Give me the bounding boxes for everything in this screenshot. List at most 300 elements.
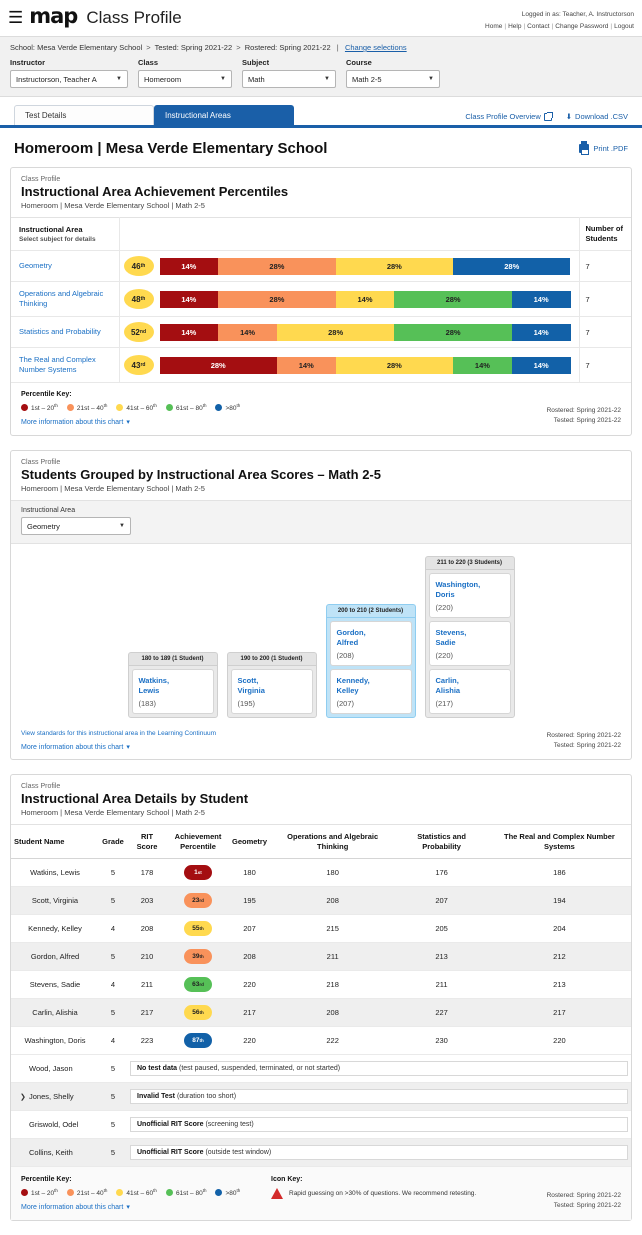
student-card-name: Stevens, Sadie (435, 628, 467, 647)
bar-segment: 14% (160, 324, 219, 341)
more-information-link-2[interactable] (21, 743, 547, 751)
class-percentile-bubble: 48 th (124, 289, 154, 309)
details-header-row (11, 825, 631, 859)
bar-segment: 28% (218, 291, 335, 308)
status-message-cell: Unofficial RIT Score (screening test) (127, 1111, 631, 1139)
student-card-name: Washington, Doris (435, 580, 481, 599)
instructional-area-link[interactable]: Statistics and Probability (19, 327, 101, 336)
student-card-name: Watkins, Lewis (138, 676, 170, 695)
hamburger-icon[interactable]: ☰ (8, 8, 24, 27)
instructional-area-select-bar (11, 500, 631, 544)
legend-label: >80th (225, 403, 241, 413)
overview-link-label: Class Profile Overview (465, 112, 541, 121)
class-percentile-bubble: 43 rd (124, 355, 154, 375)
card3-icon-key (271, 1176, 547, 1211)
stamp-tested: Tested: Spring 2021-22 (553, 417, 621, 425)
table-row-status (11, 1111, 631, 1139)
header-link-change-password[interactable]: Change Password (555, 23, 609, 30)
bar-segment: 14% (160, 258, 219, 275)
instructional-area-select[interactable] (21, 517, 131, 535)
legend-dot-icon (215, 1189, 222, 1196)
percentile-key-item (116, 1188, 157, 1197)
subject-select[interactable] (242, 70, 336, 88)
bar-segment: 28% (394, 324, 511, 341)
card3-title: Instructional Area Details by Student (21, 791, 249, 807)
class-profile-overview-link[interactable] (465, 112, 551, 121)
score-group (425, 556, 515, 718)
column-header: RIT Score (127, 825, 167, 859)
card2-footer-left (21, 730, 547, 751)
chevron-down-icon: ▾ (126, 744, 130, 752)
legend-label: 1st – 20th (31, 1188, 58, 1198)
instructional-area-cell (11, 317, 119, 348)
score-group-header: 180 to 189 (1 Student) (128, 652, 218, 665)
real-complex-number-systems-cell: 212 (488, 943, 631, 971)
percentile-row (11, 251, 631, 282)
stacked-bar (160, 258, 571, 275)
column-header: Student Name (11, 825, 99, 859)
bar-segment: 28% (336, 357, 453, 374)
app-title: Class Profile (86, 8, 182, 27)
student-card-score: (217) (435, 699, 454, 709)
student-name-link[interactable]: Wood, Jason (11, 1055, 99, 1083)
class-select-value: Homeroom (144, 74, 182, 84)
student-name-link[interactable]: Griswold, Odel (11, 1111, 99, 1139)
header-link-help[interactable]: Help (508, 23, 522, 30)
card3-percentile-key (21, 1176, 271, 1211)
column-header: The Real and Complex Number Systems (488, 825, 631, 859)
download-label: Download .CSV (575, 112, 628, 121)
header-links: Home | Help | Contact | Change Password | Logout (485, 23, 634, 30)
student-name-link[interactable]: Collins, Keith (11, 1139, 99, 1167)
legend-label: 61st – 80th (175, 403, 207, 413)
student-name-link[interactable]: Watkins, Lewis (11, 859, 99, 887)
percentile-pill: 55 th (184, 921, 212, 936)
percentile-key-item (116, 403, 157, 412)
tab-instructional-areas[interactable]: Instructional Areas (154, 105, 294, 125)
student-card-name: Kennedy, Kelley (336, 676, 370, 695)
column-header: Grade (99, 825, 127, 859)
rit-score-cell: 211 (127, 971, 167, 999)
card1-key-left (21, 391, 547, 426)
percentile-pill: 1 st (184, 865, 212, 880)
legend-dot-icon (21, 404, 28, 411)
chevron-down-icon: ▾ (126, 1204, 130, 1212)
geometry-cell: 180 (229, 859, 270, 887)
statistics-probability-cell: 205 (395, 915, 488, 943)
bar-segment: 14% (277, 357, 336, 374)
header-link-logout[interactable]: Logout (614, 23, 634, 30)
instructional-area-select-label: Instructional Area (21, 507, 76, 515)
bar-segment: 28% (277, 324, 394, 341)
class-percentile-bubble: 46 th (124, 256, 154, 276)
card3-key-row (11, 1167, 631, 1220)
legend-dot-icon (116, 1189, 123, 1196)
legend-dot-icon (215, 404, 222, 411)
learning-continuum-link[interactable]: View standards for this instructional area in the Learning Continuum (21, 730, 216, 738)
grade-cell: 4 (99, 971, 127, 999)
rit-score-cell: 203 (127, 887, 167, 915)
breadcrumb-rostered: Rostered: Spring 2021-22 (244, 43, 331, 52)
legend-label: 61st – 80th (175, 1188, 207, 1198)
instructor-select[interactable] (10, 70, 128, 88)
real-complex-number-systems-cell: 204 (488, 915, 631, 943)
status-message-cell: No test data (test paused, suspended, terminated, or not started) (127, 1055, 631, 1083)
table-row-status (11, 1083, 631, 1111)
achievement-percentile-cell (167, 859, 229, 887)
subject-select-value: Math (248, 74, 265, 84)
chevron-down-icon: ▼ (119, 523, 125, 530)
card3-kicker: Class Profile (21, 783, 61, 791)
stacked-bar (160, 357, 571, 374)
bar-cell (119, 282, 579, 317)
instructional-area-cell (11, 348, 119, 383)
bar-segment: 14% (218, 324, 277, 341)
col-number-of-students: Number of Students (579, 218, 631, 251)
real-complex-number-systems-cell: 220 (488, 1027, 631, 1055)
operations-algebraic-thinking-cell: 222 (270, 1027, 395, 1055)
percentile-pill: 63 rd (184, 977, 212, 992)
print-label: Print .PDF (593, 144, 628, 153)
column-header: Operations and Algebraic Thinking (270, 825, 395, 859)
stamp-tested: Tested: Spring 2021-22 (553, 742, 621, 750)
breadcrumb-school: School: Mesa Verde Elementary School (10, 43, 143, 52)
student-count-cell: 7 (579, 282, 631, 317)
card2-subtitle: Homeroom | Mesa Verde Elementary School | Math 2-5 (21, 484, 205, 494)
logged-in-as: Logged in as: Teacher, A. Instructorson (521, 11, 634, 18)
student-card-score: (220) (435, 651, 454, 661)
statistics-probability-cell: 227 (395, 999, 488, 1027)
operations-algebraic-thinking-cell: 208 (270, 999, 395, 1027)
column-header: Geometry (229, 825, 270, 859)
breadcrumb-tested: Tested: Spring 2021-22 (154, 43, 233, 52)
legend-label: 21st – 40th (76, 1188, 108, 1198)
col-instructional-area-title: Instructional Area (19, 225, 83, 234)
card2-stamp (547, 731, 621, 751)
card2-head (11, 451, 631, 500)
real-complex-number-systems-cell: 217 (488, 999, 631, 1027)
card1-kicker: Class Profile (21, 176, 61, 183)
student-name-link[interactable]: Gordon, Alfred (11, 943, 99, 971)
percentile-key-items (21, 403, 547, 412)
student-name-link[interactable]: Kennedy, Kelley (11, 915, 99, 943)
instructional-area-cell (11, 282, 119, 317)
student-card[interactable] (231, 669, 313, 714)
student-count-cell: 7 (579, 317, 631, 348)
more-info-label: More information about this chart (21, 1204, 124, 1212)
bar-segment: 28% (336, 258, 453, 275)
download-icon: ⬇ (565, 112, 573, 121)
bar-segment: 14% (512, 324, 571, 341)
change-selections-link[interactable]: Change selections (344, 43, 407, 52)
table-row (11, 887, 631, 915)
col-instructional-area (11, 218, 119, 251)
external-link-icon (544, 113, 552, 121)
header-link-home[interactable]: Home (485, 23, 503, 30)
table-row (11, 999, 631, 1027)
instructional-area-cell (11, 251, 119, 282)
operations-algebraic-thinking-cell: 208 (270, 887, 395, 915)
student-card-score: (195) (237, 699, 256, 709)
student-name-link[interactable]: Washington, Doris (11, 1027, 99, 1055)
column-header: Statistics and Probability (395, 825, 488, 859)
download-csv-button[interactable] (566, 112, 628, 121)
legend-label: 21st – 40th (76, 403, 108, 413)
table-row (11, 915, 631, 943)
percentile-key-item (166, 403, 207, 412)
card1-stamp (547, 406, 621, 426)
bar-cell (119, 251, 579, 282)
filter-course-label: Course (346, 58, 372, 67)
grade-cell: 5 (99, 887, 127, 915)
percentile-row (11, 317, 631, 348)
selection-bar (0, 36, 642, 97)
more-information-link-3[interactable] (21, 1203, 271, 1211)
score-group-body (227, 665, 317, 718)
stamp-rostered: Rostered: Spring 2021-22 (546, 732, 621, 740)
status-message-cell: Unofficial RIT Score (outside test window) (127, 1139, 631, 1167)
percentile-key-item (166, 1188, 207, 1197)
student-name-link[interactable]: Scott, Virginia (11, 887, 99, 915)
header-right (485, 6, 634, 32)
printer-icon (579, 144, 589, 153)
legend-dot-icon (21, 1189, 28, 1196)
details-by-student-card (10, 774, 632, 1221)
student-name-link[interactable]: Carlin, Alishia (11, 999, 99, 1027)
rit-score-cell: 208 (127, 915, 167, 943)
warning-triangle-icon (271, 1188, 283, 1199)
percentile-pill: 39 th (184, 949, 212, 964)
student-card-score: (207) (336, 699, 355, 709)
geometry-cell: 207 (229, 915, 270, 943)
bar-segment: 28% (453, 258, 570, 275)
col-instructional-area-hint: Select subject for details (19, 236, 96, 243)
student-card[interactable] (330, 669, 412, 714)
icon-key-text: Rapid guessing on >30% of questions. We recommend retesting. (289, 1190, 477, 1198)
percentiles-header-row (11, 218, 631, 251)
legend-dot-icon (67, 1189, 74, 1196)
filter-instructor-label: Instructor (10, 58, 46, 67)
bar-segment: 28% (160, 357, 277, 374)
table-row-status (11, 1055, 631, 1083)
tab-test-details[interactable]: Test Details (14, 105, 154, 125)
percentile-key-item (215, 1188, 240, 1197)
col-bars (119, 218, 579, 251)
achievement-percentile-cell (167, 887, 229, 915)
rit-score-cell: 178 (127, 859, 167, 887)
more-information-link-1[interactable] (21, 418, 547, 426)
achievement-percentile-cell (167, 943, 229, 971)
grade-cell: 5 (99, 1055, 127, 1083)
table-row (11, 1027, 631, 1055)
filter-class (138, 58, 232, 88)
percentiles-body (11, 251, 631, 383)
score-group-body (425, 569, 515, 718)
stacked-bar (160, 324, 571, 341)
percentile-key-item (215, 403, 240, 412)
percentile-key-item (67, 403, 108, 412)
percentile-row (11, 282, 631, 317)
filter-course (346, 58, 440, 88)
page-title: Homeroom | Mesa Verde Elementary School (14, 140, 328, 157)
bar-segment: 14% (453, 357, 512, 374)
tab-bar (0, 97, 642, 128)
card3-stamp (547, 1191, 621, 1211)
geometry-cell: 217 (229, 999, 270, 1027)
card1-title: Instructional Area Achievement Percentiles (21, 184, 289, 199)
statistics-probability-cell: 211 (395, 971, 488, 999)
status-message-cell: Invalid Test (duration too short) (127, 1083, 631, 1111)
student-card-name: Scott, Virginia (237, 676, 265, 695)
instructor-select-value: Instructorson, Teacher A (16, 74, 97, 84)
bar-cell (119, 317, 579, 348)
legend-label: 41st – 60th (126, 1188, 157, 1198)
legend-dot-icon (67, 404, 74, 411)
bar-cell (119, 348, 579, 383)
score-group (227, 652, 317, 718)
student-count-cell: 7 (579, 348, 631, 383)
student-count-cell: 7 (579, 251, 631, 282)
legend-label: 41st – 60th (126, 403, 157, 413)
geometry-cell: 220 (229, 1027, 270, 1055)
percentile-key-item (67, 1188, 108, 1197)
filter-class-label: Class (138, 58, 159, 67)
grade-cell: 5 (99, 999, 127, 1027)
stamp-rostered: Rostered: Spring 2021-22 (546, 1192, 621, 1200)
student-details-table (11, 824, 631, 1167)
achievement-percentile-cell (167, 971, 229, 999)
real-complex-number-systems-cell: 213 (488, 971, 631, 999)
filter-instructor (10, 58, 128, 88)
filter-subject (242, 58, 336, 88)
table-row-status (11, 1139, 631, 1167)
percentile-pill: 87 th (184, 1033, 212, 1048)
achievement-percentile-cell (167, 1027, 229, 1055)
operations-algebraic-thinking-cell: 180 (270, 859, 395, 887)
student-card[interactable] (429, 669, 511, 714)
bar-segment: 14% (160, 291, 219, 308)
map-logo: map (29, 4, 78, 28)
student-groups-area (11, 544, 631, 724)
chevron-down-icon: ▼ (116, 76, 122, 82)
student-name-link[interactable]: ❯ Jones, Shelly (11, 1083, 99, 1111)
course-select-value: Math 2-5 (352, 74, 382, 84)
instructional-area-link[interactable]: The Real and Complex Number Systems (19, 355, 96, 374)
class-percentile-bubble: 52 nd (124, 322, 154, 342)
card1-key-row (11, 383, 631, 435)
bar-segment: 14% (512, 357, 571, 374)
score-group-header: 200 to 210 (2 Students) (326, 604, 416, 617)
score-group-header: 190 to 200 (1 Student) (227, 652, 317, 665)
legend-dot-icon (166, 404, 173, 411)
percentile-key-item (21, 1188, 58, 1197)
expand-row-icon[interactable]: ❯ (20, 1094, 26, 1102)
filter-subject-label: Subject (242, 58, 270, 67)
print-pdf-button[interactable] (579, 144, 628, 153)
grade-cell: 5 (99, 1083, 127, 1111)
chevron-down-icon: ▼ (428, 76, 434, 82)
bar-segment: 14% (512, 291, 571, 308)
stamp-tested: Tested: Spring 2021-22 (553, 1202, 621, 1210)
real-complex-number-systems-cell: 186 (488, 859, 631, 887)
percentile-key-title: Percentile Key: (21, 391, 72, 398)
app-header (0, 0, 642, 36)
score-group (128, 652, 218, 718)
table-row (11, 943, 631, 971)
student-card-score: (183) (138, 699, 157, 709)
bar-segment: 14% (336, 291, 395, 308)
instructional-area-select-value: Geometry (27, 521, 60, 531)
bar-segment: 28% (394, 291, 511, 308)
legend-label: >80th (225, 1188, 241, 1198)
stacked-bar (160, 291, 571, 308)
card2-title: Students Grouped by Instructional Area Scores – Math 2-5 (21, 467, 381, 483)
percentile-pill: 23 rd (184, 893, 212, 908)
student-card[interactable] (429, 573, 511, 618)
grade-cell: 5 (99, 1111, 127, 1139)
student-card-score: (208) (336, 651, 355, 661)
grade-cell: 5 (99, 1139, 127, 1167)
instructional-area-link[interactable]: Geometry (19, 261, 52, 270)
class-select[interactable] (138, 70, 232, 88)
achievement-percentile-cell (167, 999, 229, 1027)
operations-algebraic-thinking-cell: 218 (270, 971, 395, 999)
legend-dot-icon (166, 1189, 173, 1196)
card3-head (11, 775, 631, 824)
student-card-name: Carlin, Alishia (435, 676, 461, 695)
legend-label: 1st – 20th (31, 403, 58, 413)
instructional-area-link[interactable]: Operations and Algebraic Thinking (19, 289, 104, 308)
grade-cell: 5 (99, 859, 127, 887)
rit-score-cell: 217 (127, 999, 167, 1027)
chevron-down-icon: ▾ (126, 419, 130, 427)
details-body (11, 859, 631, 1167)
header-link-contact[interactable]: Contact (527, 23, 550, 30)
percentile-key-item (21, 403, 58, 412)
breadcrumb: School: Mesa Verde Elementary School > Tested: Spring 2021-22 > Rostered: Spring 2021-22 | Change selections (10, 43, 407, 52)
operations-algebraic-thinking-cell: 211 (270, 943, 395, 971)
achievement-percentiles-card (10, 167, 632, 436)
statistics-probability-cell: 207 (395, 887, 488, 915)
header-left (8, 6, 485, 29)
course-select[interactable] (346, 70, 440, 88)
student-card[interactable] (132, 669, 214, 714)
table-row (11, 971, 631, 999)
achievement-percentile-cell (167, 915, 229, 943)
geometry-cell: 208 (229, 943, 270, 971)
grade-cell: 4 (99, 915, 127, 943)
stamp-rostered: Rostered: Spring 2021-22 (546, 407, 621, 415)
statistics-probability-cell: 176 (395, 859, 488, 887)
rit-score-cell: 223 (127, 1027, 167, 1055)
geometry-cell: 195 (229, 887, 270, 915)
geometry-cell: 220 (229, 971, 270, 999)
student-card[interactable] (429, 621, 511, 666)
student-card-name: Gordon, Alfred (336, 628, 366, 647)
student-card[interactable] (330, 621, 412, 666)
statistics-probability-cell: 213 (395, 943, 488, 971)
more-info-label: More information about this chart (21, 419, 124, 427)
percentile-row (11, 348, 631, 383)
card1-subtitle: Homeroom | Mesa Verde Elementary School | Math 2-5 (21, 201, 205, 210)
card2-footer (11, 724, 631, 759)
student-name-link[interactable]: Stevens, Sadie (11, 971, 99, 999)
percentile-key-title: Percentile Key: (21, 1176, 72, 1184)
legend-dot-icon (116, 404, 123, 411)
real-complex-number-systems-cell: 194 (488, 887, 631, 915)
card2-kicker: Class Profile (21, 459, 61, 467)
table-row (11, 859, 631, 887)
